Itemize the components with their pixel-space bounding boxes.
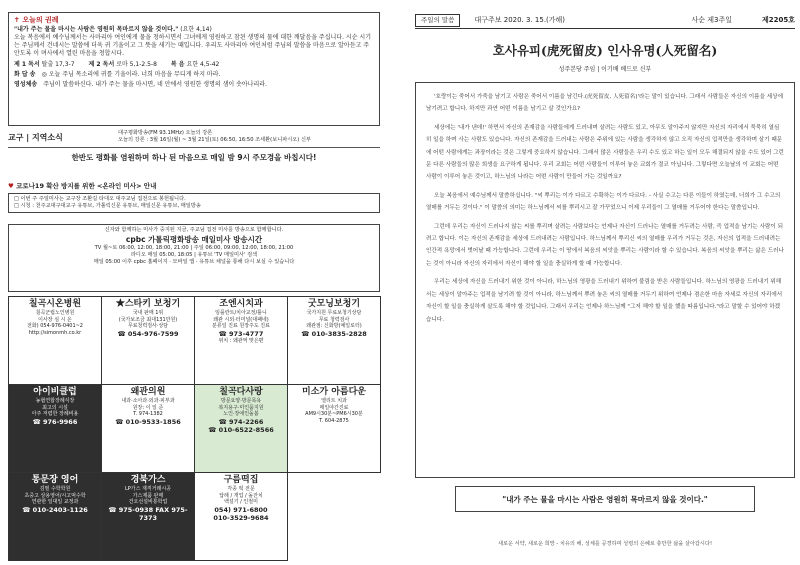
- heart-icon: ♥: [8, 182, 14, 190]
- ad-title: 아이비클럽: [33, 387, 77, 397]
- ad-line: 농협연합장례식장: [35, 398, 75, 404]
- ads-grid: [8, 296, 381, 561]
- ad-line: 연관한 일대일 교정과: [31, 499, 79, 505]
- ad-title: ★스타키 보청기: [115, 299, 181, 309]
- ad-line: 건오선설비통학업: [128, 499, 168, 505]
- covid-title: ♥ 코로나19 확산 방지를 위한 <온라인 미사> 안내: [8, 182, 157, 190]
- ad-line: 매일야간진료: [319, 404, 349, 411]
- ad-line: 010-3529-9684: [213, 513, 269, 522]
- ad-line: ☎ 976-9966: [32, 417, 78, 426]
- today-liturgy-box: [8, 12, 380, 126]
- ad-line: 국내 판매 1위: [132, 310, 164, 316]
- radio-homily-line2: 오늘의 강론 : 3월 16일(월) ~ 3월 21일(토) 06:50, 16:50 조세환(보니파시오) 신부: [118, 137, 311, 143]
- ad-line: ☎ 010-3835-2828: [301, 329, 367, 338]
- ad-line: 전화) 054-976-0401~2: [27, 323, 83, 329]
- column-paragraph: 그런데 우리는 자신이 드러나지 않는 씨를 뿌리며 살려는 사람보다는 언제나 자신이 드러나는 열매를 거두려는 사람, 즉 업적을 남기는 사람이 되려고 합니다. 이는 자신의 존재감을 세상에 드러내려는 사람입니다. 하느님께서 뿌리신 씨의 열매를 우리가 거두는 것은, 자신의 업적을 드러내려는 인간적 욕망에서 벗어날 때 가능합니다. 그런데 우리는 이 땅에서 복음의 씨앗을 뿌리는 사람이라 할 수 있습니다. 복음의 씨앗을 뿌리는 삶은 드러나는 것이 아니라 자신의 자리에서 자신이 해야 할 일을 충실하게 할 때 가능합니다.: [426, 223, 784, 267]
- ad-line: 최고의 시설: [42, 404, 68, 411]
- right-page: [415, 12, 795, 562]
- reading-2: 제 2 독서 로마 5,1-2.5-8: [88, 61, 157, 68]
- ad-line: 국가지원 무료보청기상담: [306, 310, 362, 316]
- ad-line: http://simonmh.co.kr: [28, 329, 82, 336]
- column-body: [415, 82, 795, 478]
- ad-cell: [288, 385, 381, 473]
- ad-line: 원장: 이 일 준: [132, 404, 164, 411]
- liturgy-paragraph: 오늘 복음에서 예수님께서는 사마리아 여인에게 물을 청하시면서 그녀에게 영원하고 참된 생명의 물에 대한 깨달음을 주십니다. 시순 시기는 주님께서 건네시는 말씀에 더욱 귀 기울이고 그 뜻을 새기는 때입니다. 우리도 사마리아 여인처럼 주님의 말씀을 마음으로 알아듣고 주 안도록 이 며사에서 열린 마음을 청합시다.: [14, 34, 372, 57]
- ad-line: (국가보조금 최대131만원): [118, 316, 178, 323]
- column-paragraph: 우리는 세상에 자신을 드러내기 위한 것이 아니라, 하느님의 영광을 드러내기 위하여 불림을 받은 사람들입니다. 하느님의 영광을 드러내기 위해서는 세상이 알아주는 업적을 남기려 할 것이 아니라, 하느님께서 뿌려 놓은 씨의 열매를 거두기 위하여 언제나 겸손한 마음 자세로 자신의 자리에서 자신이 할 일을 충실하게 살도록 해야 할 것입니다. 그래서 우리는 언제나 하느님께 "그저 해야 할 일을 했을 따름입니다."라고 말할 수 있어야 하겠습니다.: [426, 279, 783, 323]
- ad-line: T. 974-1382: [133, 411, 163, 417]
- reading-1: 제 1 독서 탈출 17,3-7: [14, 61, 75, 68]
- ad-line: ☎ 973-4777: [218, 329, 264, 338]
- communion-antiphon: 영성체송 주님이 말씀하신다. 내가 주는 물을 마시면, 네 안에서 영원한 생명의 샘이 솟아나리라.: [14, 81, 267, 88]
- ad-cell: [9, 297, 102, 385]
- cpbc-title: cpbc 가톨릭평화방송 매일미사 방송시간: [125, 235, 263, 244]
- ad-cell: [195, 297, 288, 385]
- column-paragraph: 세상에는 '내가 낸데!' 하면서 자신의 존재감을 사람들에게 드러내며 살려는 사람도 있고, 아무도 알아주지 않지만 자신의 자리에서 묵묵히 열심히 일을 하며 사는 사람도 있습니다. 자신의 존재감을 드러내는 사람은 주위에 있는 사람을 생각하지 않고 오직 자신의 업적만을 생각하며 살기 때문에 어떤 사람에게는 과장이라는 것은 그렇게 중요하지 않습니다. 그래서 많은 사람들은 우리 수도 있고 하는 일이 모두 해결되지 않을 수도 있어 그런 문 다른 사람들의 많은 희생을 요구하게 됩니다. 우리 교회는 어떤 사람들이 이루어 놓은 교회가 결코 아닙니다. 그렇다면 오늘날의 이 교회는 어떤 사람이 이루어 놓은 것이고, 하느님의 나라는 어떤 사람이 만들어 가는 것일까요?: [426, 124, 784, 181]
- ad-line: 각종 떡 전문: [227, 486, 255, 492]
- radio-homily-line1: 대구평화방송(FM 93.1MHz) 오늘의 강론: [118, 130, 213, 136]
- ad-line: 엘리트 치과: [321, 398, 347, 404]
- ad-title: 칠곡다사랑: [219, 387, 263, 397]
- ad-cell: [288, 297, 381, 385]
- today-liturgy-title-text: 오늘의 권례: [22, 16, 59, 24]
- ad-line: T. 604-2875: [319, 417, 349, 424]
- peace-prayer-banner: 한반도 평화를 염원하며 하나 된 마음으로 매일 밤 9시 주모경을 바칩시다!: [71, 153, 317, 162]
- ad-cell: [9, 473, 102, 561]
- issue-number: 제2205호: [761, 16, 795, 24]
- ad-title: 조엔시치과: [219, 299, 263, 309]
- ad-line: LP가스 재직거래시공: [124, 486, 172, 492]
- ad-title: 통문장 영어: [31, 475, 79, 485]
- ad-title: 경북가스: [130, 475, 166, 485]
- ad-line: 무료청력검사·상담: [127, 323, 169, 329]
- readings-row: [14, 61, 374, 69]
- cross-icon: ✝: [14, 16, 20, 24]
- ad-line: 분류일 진료 원장주도 진료: [212, 323, 270, 329]
- ad-line: 방문요양·방문목욕: [220, 398, 262, 404]
- today-liturgy-title: [14, 16, 374, 25]
- gospel-quote-ref: (요한 4,14): [180, 26, 212, 33]
- ad-line: 이사장 심 시 온: [38, 316, 72, 323]
- ad-line: 백설기 / 인절미: [224, 499, 258, 505]
- footer-motto: 새로운 서약, 새로운 희망 - 치유의 해, 성체를 공경하며 성령의 은혜로 충만한 삶을 살아갑시다!: [497, 541, 713, 547]
- ad-line: 칠곡군립노인병원: [35, 310, 75, 316]
- featured-quote: "내가 주는 물을 마시는 사람은 영원히 목마르지 않을 것이다.": [455, 486, 755, 512]
- ad-line: 임플란트/치아교정/틀니: [215, 310, 267, 316]
- ad-cell: [102, 473, 195, 561]
- ad-line: ☎ 010-9533-1856: [115, 417, 181, 426]
- column-paragraph: 오늘 복음에서 예수님께서 말씀하십니다. "씨 뿌리는 이가 다르고 수확하는 이가 다르다. - 사실 수고는 다른 이들이 하였는데, 너희가 그 수고의 열매를 거두는 것이다." 이 말씀의 의미는 하느님께서 씨를 뿌리시고 잘 가꾸었으니 이제 우리들이 그 열매를 거두어야 한다는 말씀입니다.: [426, 192, 781, 212]
- column-title: 호사유피(虎死留皮) 인사유명(人死留名): [492, 43, 718, 58]
- ad-cell: [102, 297, 195, 385]
- ad-line: 복지용구·미인품지원: [218, 404, 264, 411]
- ad-line: 054) 971-6800: [214, 505, 268, 514]
- diocese-news: [8, 130, 380, 166]
- ad-title: 굿모닝보청기: [307, 299, 361, 309]
- ad-line: 답례 / 개업 / 돌잔치: [219, 492, 263, 499]
- ad-cell: [195, 385, 288, 473]
- covid-notice: [8, 182, 380, 220]
- ad-line: 무료 청력검사: [318, 316, 350, 323]
- ad-line: ☎ 974-2266: [218, 417, 264, 426]
- reading-gospel: 복 음 요한 4,5-42: [170, 61, 220, 68]
- ad-line: 왜관점: 신화방(예일로터): [306, 323, 362, 329]
- ad-cell: [9, 385, 102, 473]
- ad-line: 김필 수학학원: [39, 486, 71, 492]
- column-byline: 성주본당 주임 | 이기배 베드로 신부: [558, 66, 652, 73]
- ad-line: ☎ 010-2403-1126: [22, 505, 88, 514]
- ad-title: 구름떡집: [223, 475, 259, 485]
- ad-line: 위치 : 왜관역 맞은편: [218, 337, 264, 344]
- ad-line: ☎ 975-0938 FAX 975-7373: [108, 505, 188, 522]
- responsorial-psalm: 화 답 송 ◎ 오늘 주님 목소리에 귀를 기울이라. 너희 마음을 무디게 하지 마라.: [14, 71, 221, 78]
- cpbc-radio-times: 라디오 매일 05:00, 18:05 | 유튜브 'TV 매일미사' 검색: [130, 252, 258, 258]
- ad-cell: [102, 385, 195, 473]
- cpbc-tv-times: TV 월~토 06:00, 12:00, 18:00, 21:00 | 주일 06:00, 09:00, 12:00, 18:00, 21:00: [94, 245, 294, 251]
- left-page: [8, 12, 380, 562]
- cpbc-replay: 매일 05:00 이후 cpbc 홈페이지 · 모바일 앱 · 유튜브 채널을 통해 다시 보실 수 있습니다: [93, 259, 295, 265]
- column-header: [415, 12, 795, 29]
- ad-line: 가스제품 판매: [132, 492, 164, 499]
- diocese-news-title: 교구 | 지역소식: [8, 132, 63, 142]
- ad-line: 아주 저렴한 장례비용: [31, 411, 79, 417]
- publication-date: 대구주보 2020. 3. 15.(가해): [474, 16, 566, 24]
- cpbc-box: [8, 224, 380, 292]
- ad-line: AM9시30분~PM6시30분: [305, 411, 363, 417]
- ad-title: 칠곡시온병원: [28, 299, 82, 309]
- ad-line: 초중고 상용영어/시고먹수학: [24, 492, 86, 499]
- ad-cell: [195, 473, 288, 561]
- cpbc-intro: 신자와 함께하는 미사가 중지된 지금, 주교님 집전 미사를 방송으로 함께합니다.: [104, 227, 284, 233]
- gospel-quote: "내가 주는 물을 마시는 사람은 영원히 목마르지 않을 것이다.": [14, 26, 179, 33]
- ad-title: 왜관의원: [130, 387, 166, 397]
- ad-line: ☎ 054-976-7599: [117, 329, 179, 338]
- liturgical-week: 사순 제3주일: [691, 16, 732, 24]
- covid-item-2: □ 시청 : 천주교대구대교구 유튜브, 가톨릭신문 유튜브, 매일신문 유튜브, 매일방송: [14, 203, 201, 209]
- ad-line: ☎ 010-6522-8566: [208, 425, 274, 434]
- ad-line: 노인·장애인돌봄: [223, 411, 259, 417]
- column-paragraph: '호랑이는 죽어서 가죽을 남기고 사람은 죽어서 이름을 남긴다.(虎死留皮, 人死留名)'라는 말이 있습니다. 그래서 사람들은 자신의 이름을 세상에 남기려고 합니다. 하지만 과연 어떤 이름을 남기고 살 것인가요?: [426, 94, 783, 113]
- covid-item-1: □ 이번 주 주일미사는 교구장 조환길 타대오 대주교님 집전으로 봉헌됩니다.: [14, 196, 186, 202]
- ad-line: 왜관 시외·터미널(대패네): [213, 316, 269, 323]
- column-tag: 주일의 말씀: [415, 14, 460, 27]
- ad-line: 내과·소아과·외과·피부과: [121, 398, 175, 404]
- ad-title: 미소가 아름다운: [302, 387, 366, 397]
